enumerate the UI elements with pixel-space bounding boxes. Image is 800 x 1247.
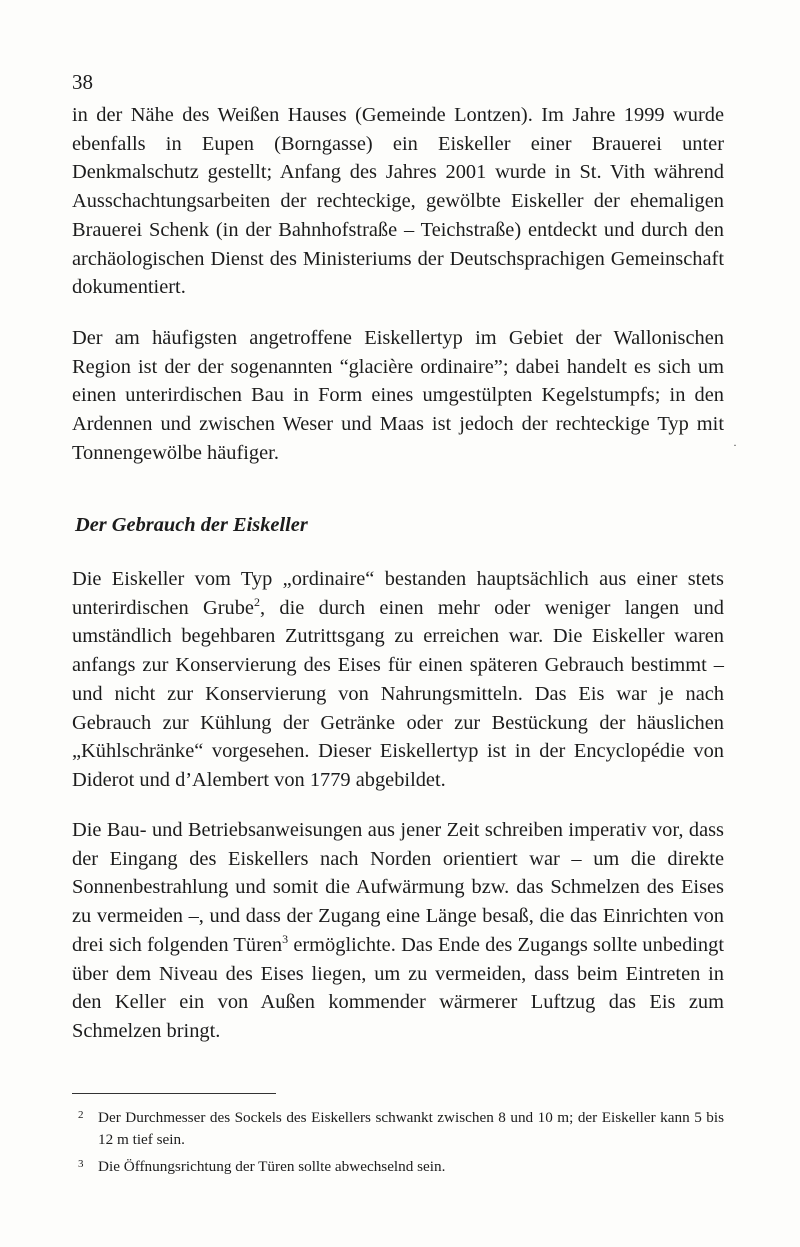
footnote-text: Die Öffnungsrichtung der Türen sollte abwechselnd sein.	[98, 1158, 446, 1175]
footnote-text: Der Durchmesser des Sockels des Eiskellers schwankt zwischen 8 und 10 m; der Eiskeller kann 5 bis 12 m tief sein.	[98, 1109, 724, 1148]
footnotes	[72, 1107, 724, 1184]
paragraph-2	[72, 324, 724, 468]
page-number: 38	[72, 70, 93, 94]
paragraph-text: in der Nähe des Weißen Hauses (Gemeinde Lontzen). Im Jahre 1999 wurde ebenfalls in Eupen (Borngasse) ein Eiskeller einer Brauerei unter Denkmalschutz gestellt; Anfang des Jahres 2001 wurde in St. Vith während Ausschachtungsarbeiten der rechteckige, gewölbte Eiskeller der ehemaligen Brauerei Schenk (in der Bahnhofstraße – Teichstraße) entdeckt und durch den archäologischen Dienst des Ministeriums der Deutschsprachigen Gemeinschaft dokumentiert.	[72, 104, 724, 299]
section-heading: Der Gebrauch der Eiskeller	[75, 514, 308, 536]
paragraph-text-start: Die Bau- und Betriebsanweisungen aus jener Zeit schreiben imperativ vor, dass der Eingang des Eiskellers nach Norden orientiert war – um die direkte Sonnenbestrahlung und somit die Aufwärmung bzw. das Schmelzen des Eises zu vermeiden –, und dass der Zugang eine Länge besaß, die das Einrichten von drei sich folgenden Türen	[72, 819, 724, 956]
footnote	[72, 1107, 724, 1150]
margin-mark: ·	[733, 438, 737, 452]
footnote-mark: 3	[78, 1158, 84, 1170]
paragraph-text: Der am häufigsten angetroffene Eiskellertyp im Gebiet der Wallonischen Region ist der der sogenannten “glacière ordinaire”; dabei handelt es sich um einen unterirdischen Bau in Form eines umgestülpten Kegelstumpfs; in den Ardennen und zwischen Weser und Maas ist jedoch der rechteckige Typ mit Tonnengewölbe häufiger.	[72, 327, 724, 464]
paragraph-text	[72, 816, 724, 1046]
paragraph-3	[72, 565, 724, 795]
footnote-divider	[72, 1093, 276, 1094]
footnote	[72, 1156, 724, 1178]
footnote-reference: 3	[282, 932, 289, 947]
paragraph-text-end: , die durch einen mehr oder weniger langen und umständlich begehbaren Zutrittsgang zu erreichen war. Die Eiskeller waren anfangs zur Konservierung des Eises für einen späteren Gebrauch bestimmt – und nicht zur Konservierung von Nahrungsmitteln. Das Eis war je nach Gebrauch zur Kühlung der Getränke oder zur Bestückung der häuslichen „Kühlschränke“ vorgesehen. Dieser Eiskellertyp ist in der Encyclopédie von Diderot und d’Alembert von 1779 abgebildet.	[72, 596, 724, 791]
paragraph-text	[72, 565, 724, 795]
paragraph-1	[72, 101, 724, 302]
footnote-mark: 2	[78, 1109, 84, 1121]
paragraph-4	[72, 816, 724, 1046]
paragraph-text-start: Die Eiskeller vom Typ „ordinaire“ bestanden hauptsächlich aus einer stets unterirdischen Grube	[72, 568, 724, 619]
footnote-reference: 2	[253, 594, 260, 609]
paragraph-text-end: ermöglichte. Das Ende des Zugangs sollte unbedingt über dem Niveau des Eises liegen, um zu vermeiden, dass beim Eintreten in den Keller ein von Außen kommender wärmerer Luftzug das Eis zum Schmelzen bringt.	[72, 933, 724, 1042]
